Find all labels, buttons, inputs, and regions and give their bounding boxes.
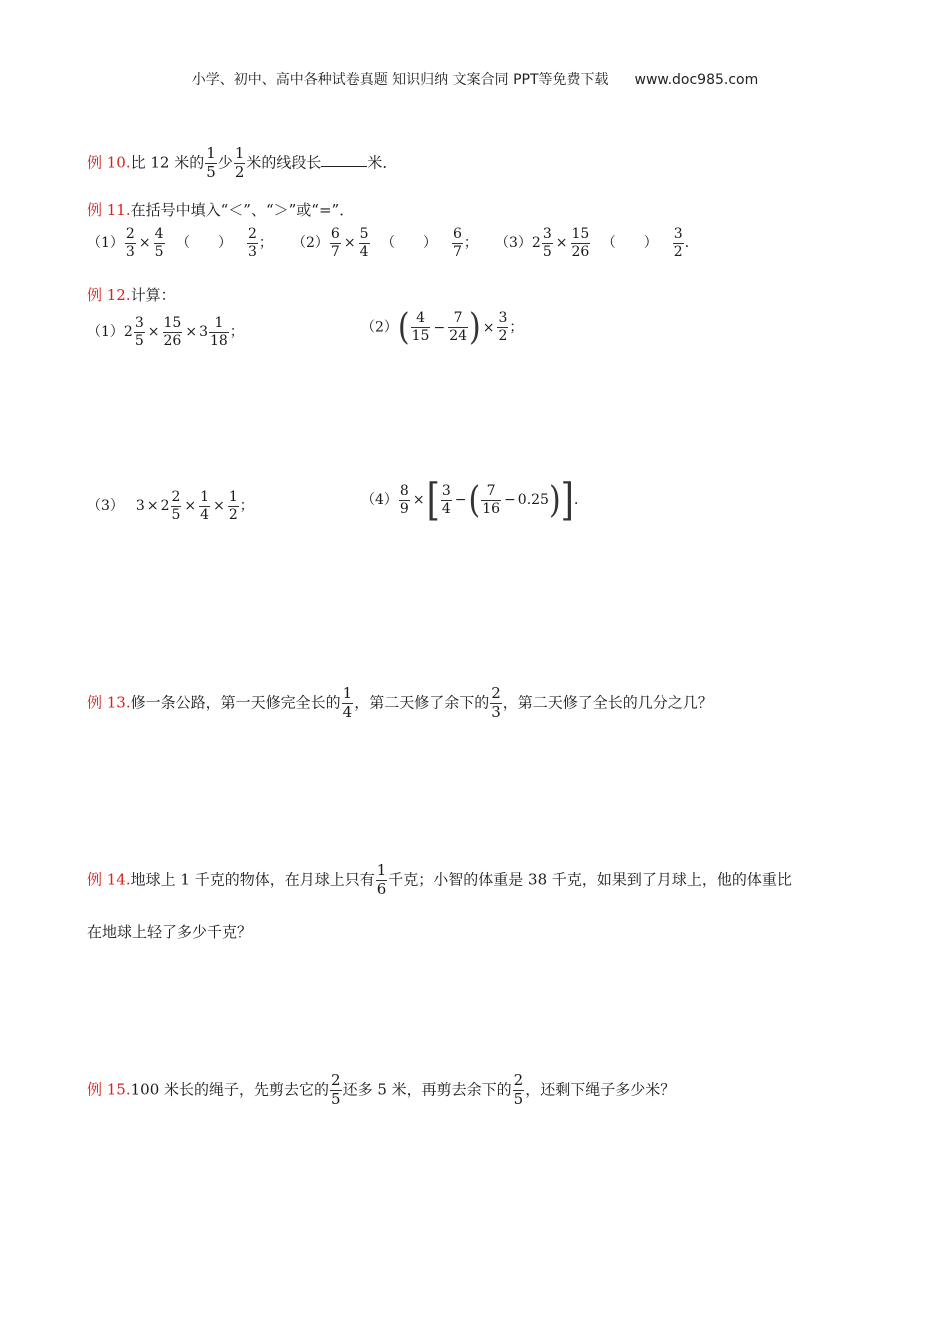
ex11-part-3: （3）2 $\frac{3}{5}$ × $\frac{15}{26}$ （ ） $\frac{3}{2}$ ． xyxy=(495,226,699,260)
fraction: $\frac{6}{7}$ xyxy=(452,226,462,260)
compare-paren[interactable]: （ ） xyxy=(380,235,437,252)
example-10 xyxy=(87,146,397,181)
example-15-label: 例 15. xyxy=(87,1080,131,1099)
example-12-text: 计算： xyxy=(130,286,176,304)
fraction: $\frac{15}{26}$ xyxy=(571,226,590,260)
ex12-part-3: （3） 3 × 2 $\frac{2}{5}$ × $\frac{1}{4}$ × $\frac{1}{2}$ ； xyxy=(87,489,254,523)
example-11-label: 例 11. xyxy=(87,201,131,219)
example-14-label: 例 14. xyxy=(87,870,131,889)
example-12 xyxy=(87,284,176,305)
ex12-part-4: （4） $\frac{8}{9}$ ×[ $\frac{3}{4}$ −( $\frac{7}{16}$ − 0.25)]． xyxy=(361,474,588,526)
text: 米的线段长 xyxy=(246,153,322,172)
fraction: $\frac{2}{5}$ xyxy=(171,489,181,523)
compare-paren[interactable]: （ ） xyxy=(601,235,658,252)
fraction: $\frac{4}{15}$ xyxy=(411,310,430,344)
fraction: $\frac{5}{4}$ xyxy=(359,226,369,260)
fraction: $\frac{7}{24}$ xyxy=(449,310,468,344)
fraction: $\frac{1}{2}$ xyxy=(228,489,238,523)
ex11-part-1: （1） $\frac{2}{3}$ × $\frac{4}{5}$ （ ） $\frac{2}{3}$ ； xyxy=(87,226,273,260)
ex11-part-2: （2） $\frac{6}{7}$ × $\frac{5}{4}$ （ ） $\frac{6}{7}$ ； xyxy=(292,226,478,260)
fraction: $\frac{1}{4}$ xyxy=(200,489,210,523)
fraction: $\frac{4}{5}$ xyxy=(154,226,164,260)
fraction: $\frac{15}{26}$ xyxy=(163,315,182,349)
fraction: $\frac{2}{5}$ xyxy=(331,1071,341,1108)
fraction: $\frac{3}{2}$ xyxy=(498,310,508,344)
example-13: 例 13.修一条公路，第一天修完全长的 $\frac{1}{4}$ ，第二天修了余下的 $\frac{2}{3}$ ，第二天修了全长的几分之几？ xyxy=(87,684,713,721)
fraction: $\frac{3}{5}$ xyxy=(542,226,552,260)
text: 比 12 米的 xyxy=(130,153,205,172)
fraction: $\frac{2}{3}$ xyxy=(125,226,135,260)
example-11-text: 在括号中填入“＜”、“＞”或“=”． xyxy=(130,201,355,219)
example-10-label: 例 10. xyxy=(87,153,131,172)
fraction: $\frac{3}{4}$ xyxy=(441,482,451,517)
page-header xyxy=(0,69,950,89)
fraction: $\frac{2}{5}$ xyxy=(513,1071,524,1108)
ex12-part-2: （2）( $\frac{4}{15}$ − $\frac{7}{24}$ ) × $\frac{3}{2}$ ； xyxy=(361,306,524,349)
text: 米． xyxy=(367,153,398,172)
example-14-line-2: 在地球上轻了多少千克？ xyxy=(87,923,253,941)
fraction: $\frac{2}{3}$ xyxy=(247,226,257,260)
fraction: $\frac{3}{5}$ xyxy=(134,315,144,349)
text: 少 xyxy=(217,153,233,172)
header-text: 小学、初中、高中各种试卷真题 知识归纳 文案合同 PPT等免费下载 xyxy=(191,72,609,88)
example-15: 例 15.100 米长的绳子，先剪去它的 $\frac{2}{5}$ 还多 5 米，再剪去余下的 $\frac{2}{5}$ ，还剩下绳子多少米？ xyxy=(87,1071,676,1108)
fraction: $\frac{1}{6}$ xyxy=(376,861,387,898)
compare-paren[interactable]: （ ） xyxy=(175,235,232,252)
answer-blank[interactable] xyxy=(321,152,367,167)
ex12-part-1: （1）2 $\frac{3}{5}$ × $\frac{15}{26}$ × 3 $\frac{1}{18}$ ； xyxy=(87,315,244,349)
example-14: 例 14.地球上 1 千克的物体，在月球上只有 $\frac{1}{6}$ 千克；小智的体重是 38 千克，如果到了月球上，他的体重比 xyxy=(87,861,792,898)
fraction: $\frac{1}{5}$ xyxy=(206,144,216,181)
fraction: $\frac{1}{18}$ xyxy=(209,315,228,349)
fraction: $\frac{1}{2}$ xyxy=(234,144,245,181)
fraction: $\frac{6}{7}$ xyxy=(330,226,340,260)
example-13-label: 例 13. xyxy=(87,693,131,712)
example-11 xyxy=(87,199,354,220)
fraction: $\frac{8}{9}$ xyxy=(399,482,409,517)
example-12-label: 例 12. xyxy=(87,286,131,304)
fraction: $\frac{7}{16}$ xyxy=(482,482,501,517)
header-site: www.doc985.com xyxy=(634,72,759,88)
fraction: $\frac{1}{4}$ xyxy=(342,684,353,721)
fraction: $\frac{2}{3}$ xyxy=(491,684,501,721)
fraction: $\frac{3}{2}$ xyxy=(673,226,683,260)
